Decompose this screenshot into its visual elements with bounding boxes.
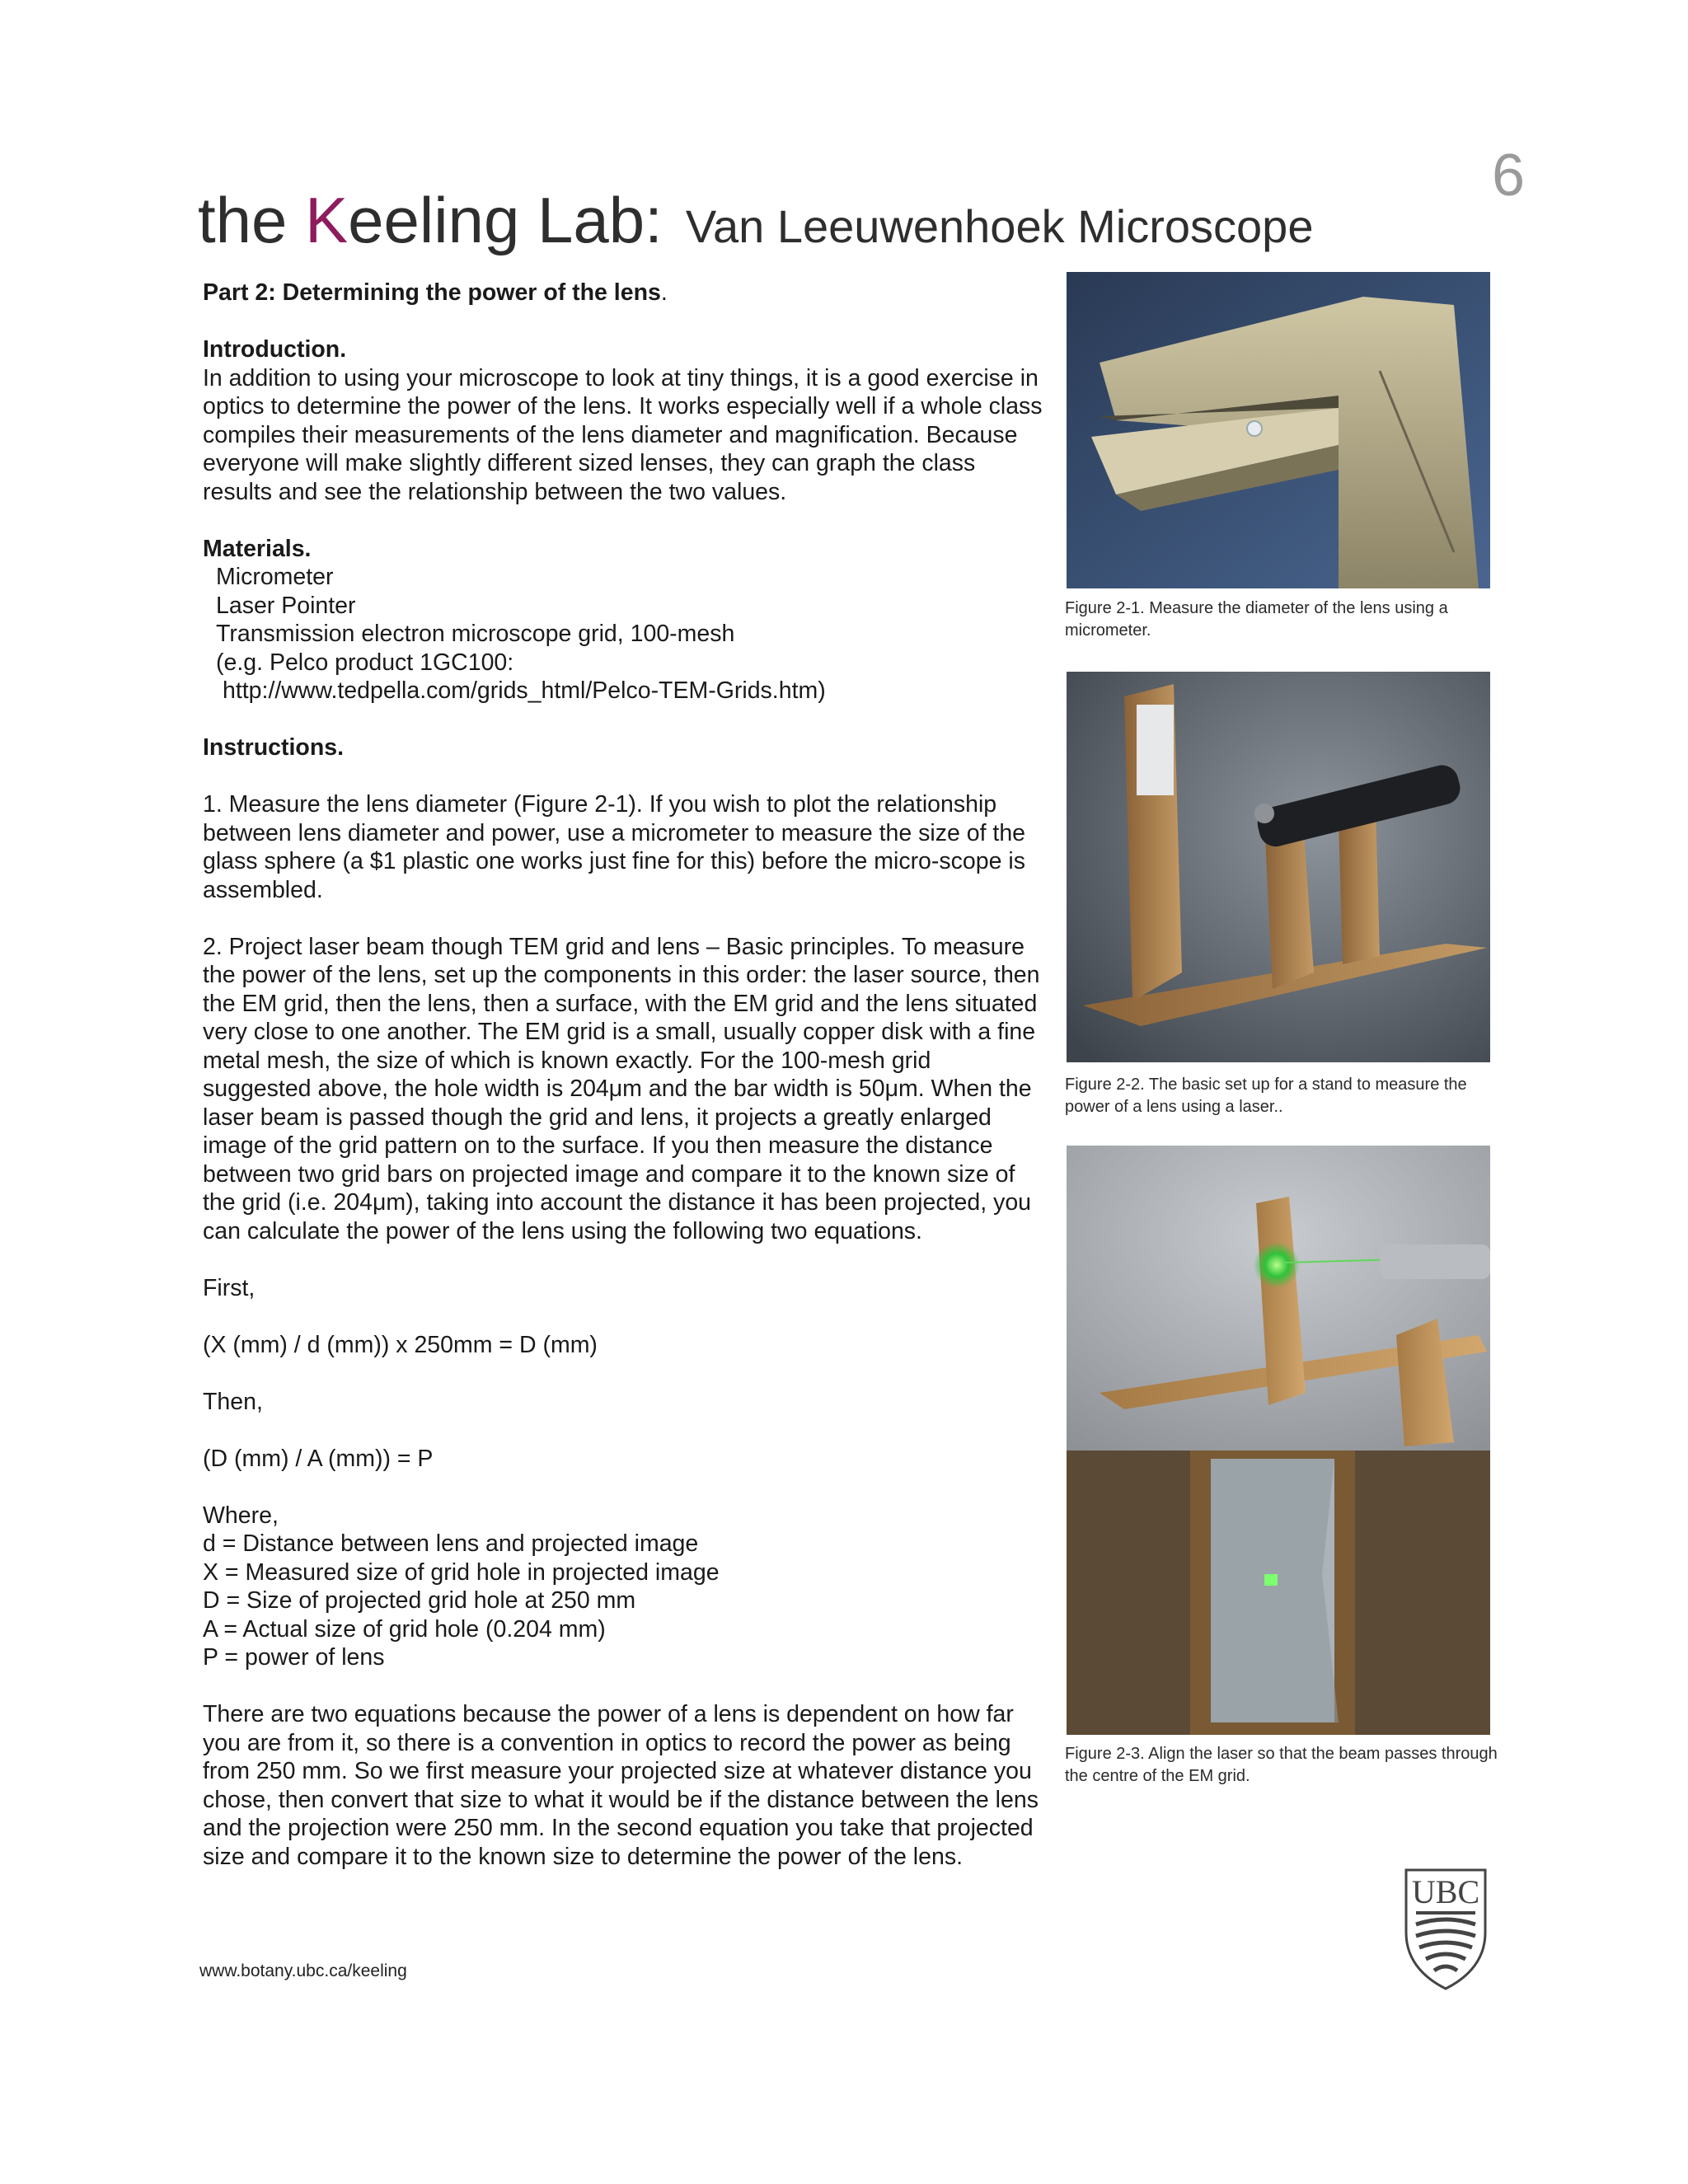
lab-name: the Keeling Lab: — [198, 184, 663, 256]
alignment-illustration — [1067, 1146, 1490, 1735]
equation-1: (X (mm) / d (mm)) x 250mm = D (mm) — [203, 1331, 598, 1358]
figure-caption: Figure 2-3. Align the laser so that the beam passes through the centre of the EM grid. — [1065, 1745, 1498, 1785]
definition: A = Actual size of grid hole (0.204 mm) — [203, 1615, 606, 1643]
materials-url: http://www.tedpella.com/grids_html/Pelco-TEM-Grids.htm) — [223, 677, 826, 704]
main-text — [203, 279, 1043, 1871]
definition: P = power of lens — [203, 1644, 385, 1671]
figure-caption: Figure 2-1. Measure the diameter of the lens using a micrometer. — [1065, 599, 1448, 640]
equation-2: (D (mm) / A (mm)) = P — [203, 1445, 434, 1472]
intro-text: In addition to using your microscope to look at tiny things, it is a good exercise in optics to determine the power of the lens. It works especially well if a whole class compiles their measurements of the lens diameter and magnification. Because everyone will make slightly different sized lenses, they can graph the class results and see the relationship between the two values. — [203, 364, 1043, 505]
footer-url: www.botany.ubc.ca/keeling — [199, 1961, 407, 1980]
closing-paragraph: There are two equations because the power of a lens is dependent on how far you are from it, so there is a convention in optics to record the power as being from 250 mm. So we first measure your projected size at whatever distance you chose, then convert that size to what it would be if the distance between the lens and the projection were 250 mm. In the second equation you take that projected size and compare it to the known size to determine the power of the lens. — [203, 1701, 1039, 1870]
step-2: 2. Project laser beam though TEM grid and lens – Basic principles. To measure the power of the lens, set up the components in this order: the laser source, then the EM grid, then the lens, then a surface, with the EM grid and the lens situated very close to one another. The EM grid is a small, usually copper disk with a fine metal mesh, the size of which is known exactly. For the 100-mesh grid suggested above, the hole width is 204μm and the bar width is 50μm. When the laser beam is passed though the grid and lens, it projects a greatly enlarged image of the grid pattern on to the surface. If you then measure the distance between two grid bars on projected image and compare it to the known size of the grid (i.e. 204μm), taking into account the distance it has been projected, you can calculate the power of the lens using the following two equations. — [203, 933, 1040, 1244]
step-1: 1. Measure the lens diameter (Figure 2-1). If you wish to plot the relationship between lens diameter and power, use a micrometer to measure the size of the glass sphere (a $1 plastic one works just fine for this) before the micro-scope is assembled. — [203, 791, 1026, 903]
instructions-heading: Instructions. — [203, 734, 345, 761]
first-label: First, — [203, 1274, 256, 1301]
page-number: 6 — [1492, 143, 1526, 209]
micrometer-illustration — [1067, 272, 1490, 588]
intro-heading: Introduction. — [203, 336, 347, 363]
part-heading: Part 2: Determining the power of the lens. — [203, 279, 668, 306]
page-subtitle: Van Leeuwenhoek Microscope — [685, 200, 1314, 252]
material-item: Micrometer — [216, 564, 334, 590]
ubc-logo-text: UBC — [1411, 1873, 1480, 1910]
figure-caption: Figure 2-2. The basic set up for a stand to measure the power of a lens using a laser.. — [1065, 1076, 1467, 1116]
material-item: Transmission electron microscope grid, 100-mesh — [216, 621, 735, 647]
definition: X = Measured size of grid hole in projected image — [203, 1558, 720, 1586]
ubc-logo — [1401, 1867, 1490, 1990]
materials-heading: Materials. — [203, 535, 312, 562]
where-label: Where, — [203, 1502, 279, 1529]
laser-stand-illustration — [1067, 672, 1490, 1062]
material-item: (e.g. Pelco product 1GC100: — [216, 649, 514, 676]
figure-alignment-photo — [1067, 1146, 1490, 1735]
figure-micrometer-photo — [1067, 272, 1490, 588]
figure-laser-stand-photo — [1067, 672, 1490, 1062]
definition: D = Size of projected grid hole at 250 mm — [203, 1587, 636, 1614]
then-label: Then, — [203, 1388, 263, 1415]
definition: d = Distance between lens and projected image — [203, 1530, 699, 1557]
page-title — [198, 183, 1313, 258]
material-item: Laser Pointer — [216, 592, 356, 619]
